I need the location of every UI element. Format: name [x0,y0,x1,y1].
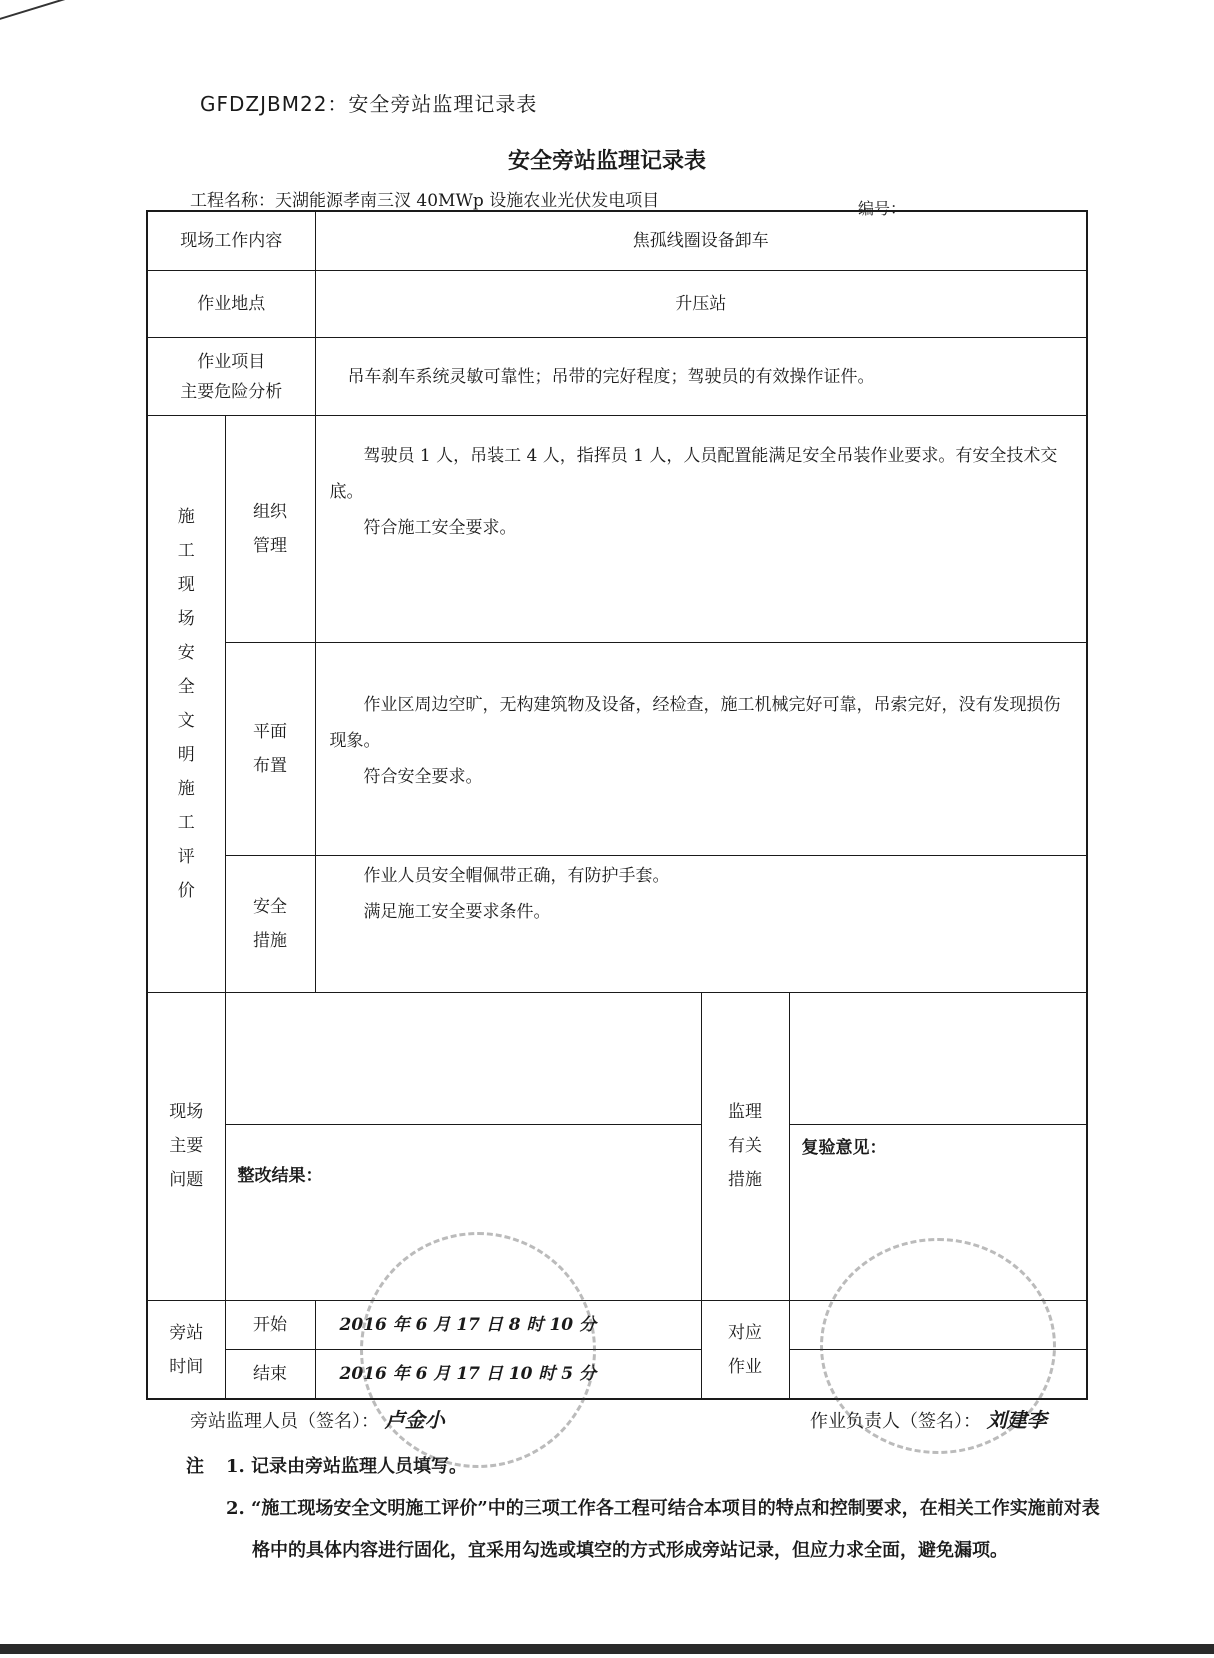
organization-text [315,415,1087,642]
supervision-record-table [146,210,1088,1400]
measures-label: 监理有关措施 [701,992,789,1301]
row-work-content [147,211,1087,270]
row-organization [147,415,1087,642]
project-name: 工程名称：天湖能源孝南三汊 40MWp 设施农业光伏发电项目 [190,191,660,211]
note-2: 2. “施工现场安全文明施工评价”中的三项工作各工程可结合本项目的特点和控制要求，在相关工作实施前对表格中的具体内容进行固化，宜采用勾选或填空的方式形成旁站记录，但应力求全面，避免漏项。 [226,1498,1100,1561]
start-time-value: 2016 年 6 月 17 日 8 时 10 分 [315,1301,701,1350]
time-label: 旁站时间 [147,1301,225,1399]
organization-text-1: 驾驶员 1 人，吊装工 4 人，指挥员 1 人，人员配置能满足安全吊装作业要求。有安全技术交底。 [329,445,1058,502]
measures-content-cell [789,992,1087,1125]
row-layout [147,642,1087,855]
rectify-result-label: 整改结果： [225,1125,701,1301]
notes-heading: 注 [186,1456,204,1477]
evaluation-group-label: 施工现场安全文明施工评价 [147,415,225,992]
hazard-label [147,338,315,416]
safety-text [315,855,1087,992]
layout-label: 平面布置 [225,642,315,855]
work-content-label: 现场工作内容 [147,211,315,270]
supervisor-signature [190,1404,445,1433]
issues-label: 现场主要问题 [147,992,225,1301]
supervisor-handwritten-signature: 卢金小 [384,1408,445,1432]
row-safety [147,855,1087,992]
safety-text-1: 作业人员安全帽佩带正确，有防护手套。 [363,865,670,886]
supervisor-signature-label: 旁站监理人员（签名）： [190,1411,379,1432]
organization-label: 组织管理 [225,415,315,642]
document-code: GFDZJBM22：安全旁站监理记录表 [200,92,538,116]
row-location [147,270,1087,337]
recheck-opinion-label: 复验意见： [789,1125,1087,1301]
form-title: 安全旁站监理记录表 [507,149,706,174]
issues-content-cell [225,992,701,1125]
serial-number-label: 编号： [858,199,907,218]
safety-measures-label: 安全措施 [225,855,315,992]
work-content-value: 焦孤线圈设备卸车 [315,211,1087,270]
work-leader-signature [810,1404,1047,1433]
pen-stroke-mark [0,0,210,26]
safety-text-2: 满足施工安全要求条件。 [363,901,551,922]
matching-work-label: 对应作业 [701,1301,789,1399]
layout-text-1: 作业区周边空旷，无构建筑物及设备，经检查，施工机械完好可靠，吊索完好，没有发现损伤现象。 [329,694,1061,751]
hazard-value: 吊车刹车系统灵敏可靠性；吊带的完好程度；驾驶员的有效操作证件。 [315,338,1087,416]
end-label: 结束 [225,1350,315,1399]
work-leader-handwritten-signature: 刘建李 [986,1408,1047,1432]
scan-bottom-edge [0,1644,1214,1654]
hazard-label-line2: 主要危险分析 [180,381,283,402]
location-value: 升压站 [315,270,1087,337]
layout-text [315,642,1087,855]
organization-text-2: 符合施工安全要求。 [363,517,517,538]
layout-text-2: 符合安全要求。 [363,766,483,787]
notes-section [186,1446,1116,1572]
end-time-value: 2016 年 6 月 17 日 10 时 5 分 [315,1350,701,1399]
work-leader-signature-label: 作业负责人（签名）： [810,1411,981,1432]
note-1: 1. 记录由旁站监理人员填写。 [226,1456,468,1477]
row-issues-top [147,992,1087,1125]
start-label: 开始 [225,1301,315,1350]
location-label: 作业地点 [147,270,315,337]
row-hazard [147,338,1087,416]
hazard-label-line1: 作业项目 [197,351,266,372]
